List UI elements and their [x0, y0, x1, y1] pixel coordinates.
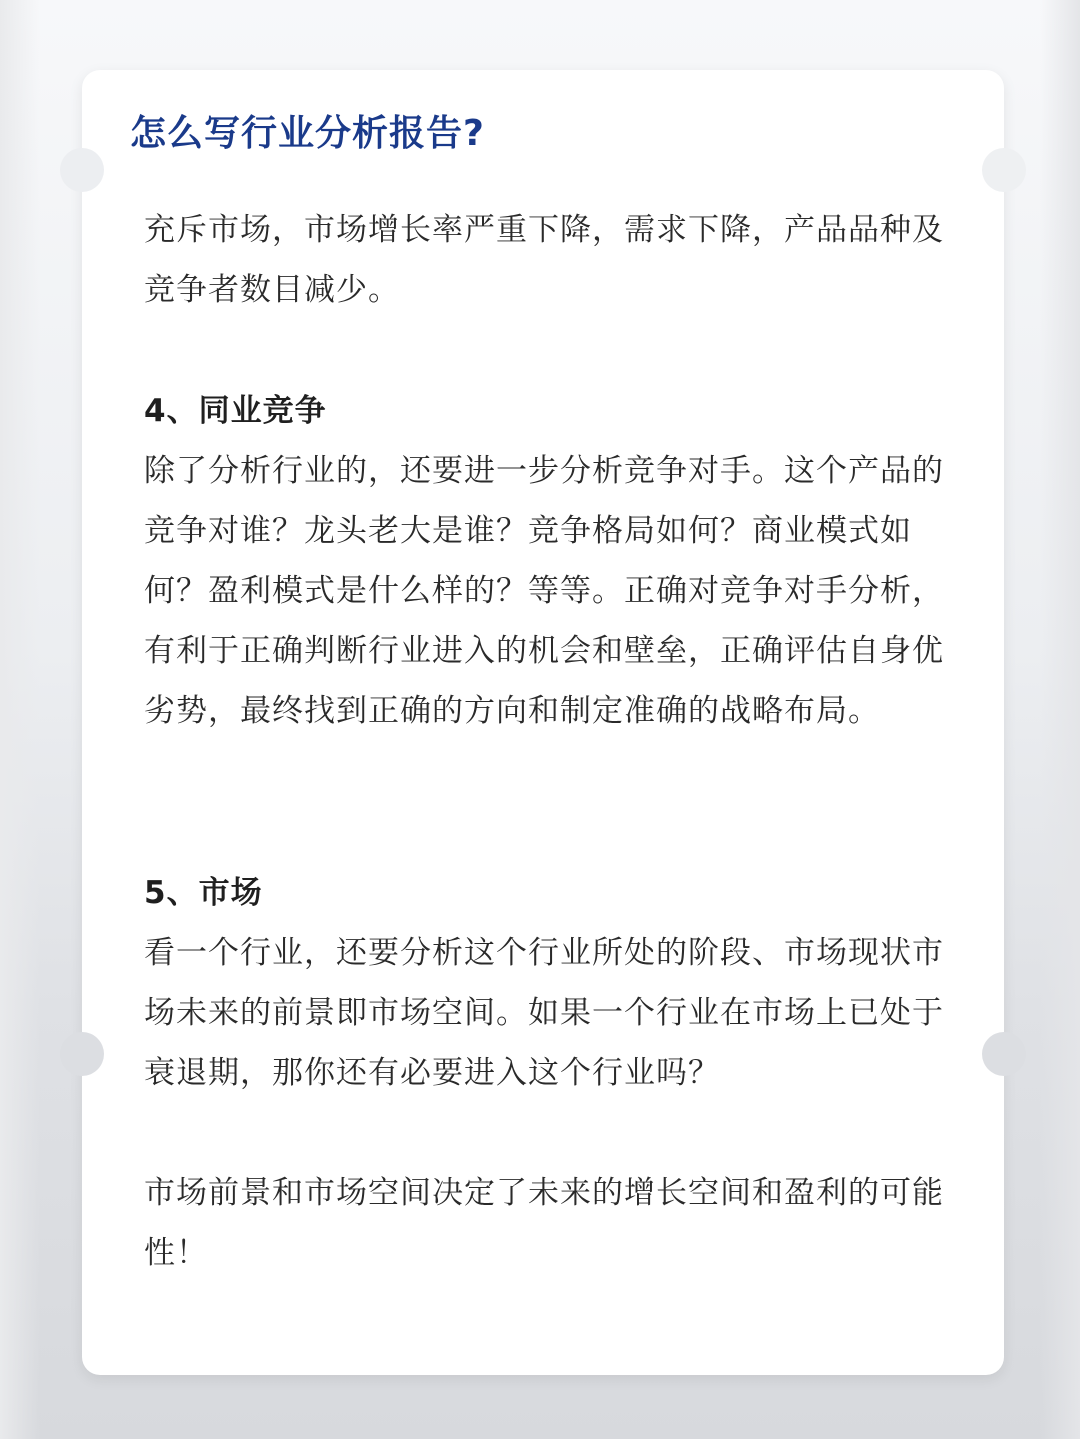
section-body-competition: 除了分析行业的，还要进一步分析竞争对手。这个产品的竞争对谁？龙头老大是谁？竞争格局如何？商业模式如何？盈利模式是什么样的？等等。正确对竞争对手分析，有利于正确判断行业进入的机会和壁垒，正确评估自身优劣势，最终找到正确的方向和制定准确的战略布局。 [144, 453, 944, 729]
background-shade-right [1040, 0, 1080, 1439]
section-heading-market: 5、市场 [144, 875, 263, 911]
background-shade-left [0, 0, 40, 1439]
page-title: 怎么写行业分析报告? [130, 113, 485, 154]
closing-paragraph: 市场前景和市场空间决定了未来的增长空间和盈利的可能性！ [144, 1175, 944, 1271]
card-notch [982, 1032, 1026, 1076]
section-heading-competition: 4、同业竞争 [144, 393, 327, 429]
intro-paragraph: 充斥市场，市场增长率严重下降，需求下降，产品品种及竞争者数目减少。 [144, 212, 944, 308]
article-card [82, 70, 1004, 1375]
card-notch [982, 148, 1026, 192]
card-notch [60, 1032, 104, 1076]
section-body-market: 看一个行业，还要分析这个行业所处的阶段、市场现状市场未来的前景即市场空间。如果一个行业在市场上已处于衰退期，那你还有必要进入这个行业吗？ [144, 935, 944, 1091]
card-notch [60, 148, 104, 192]
